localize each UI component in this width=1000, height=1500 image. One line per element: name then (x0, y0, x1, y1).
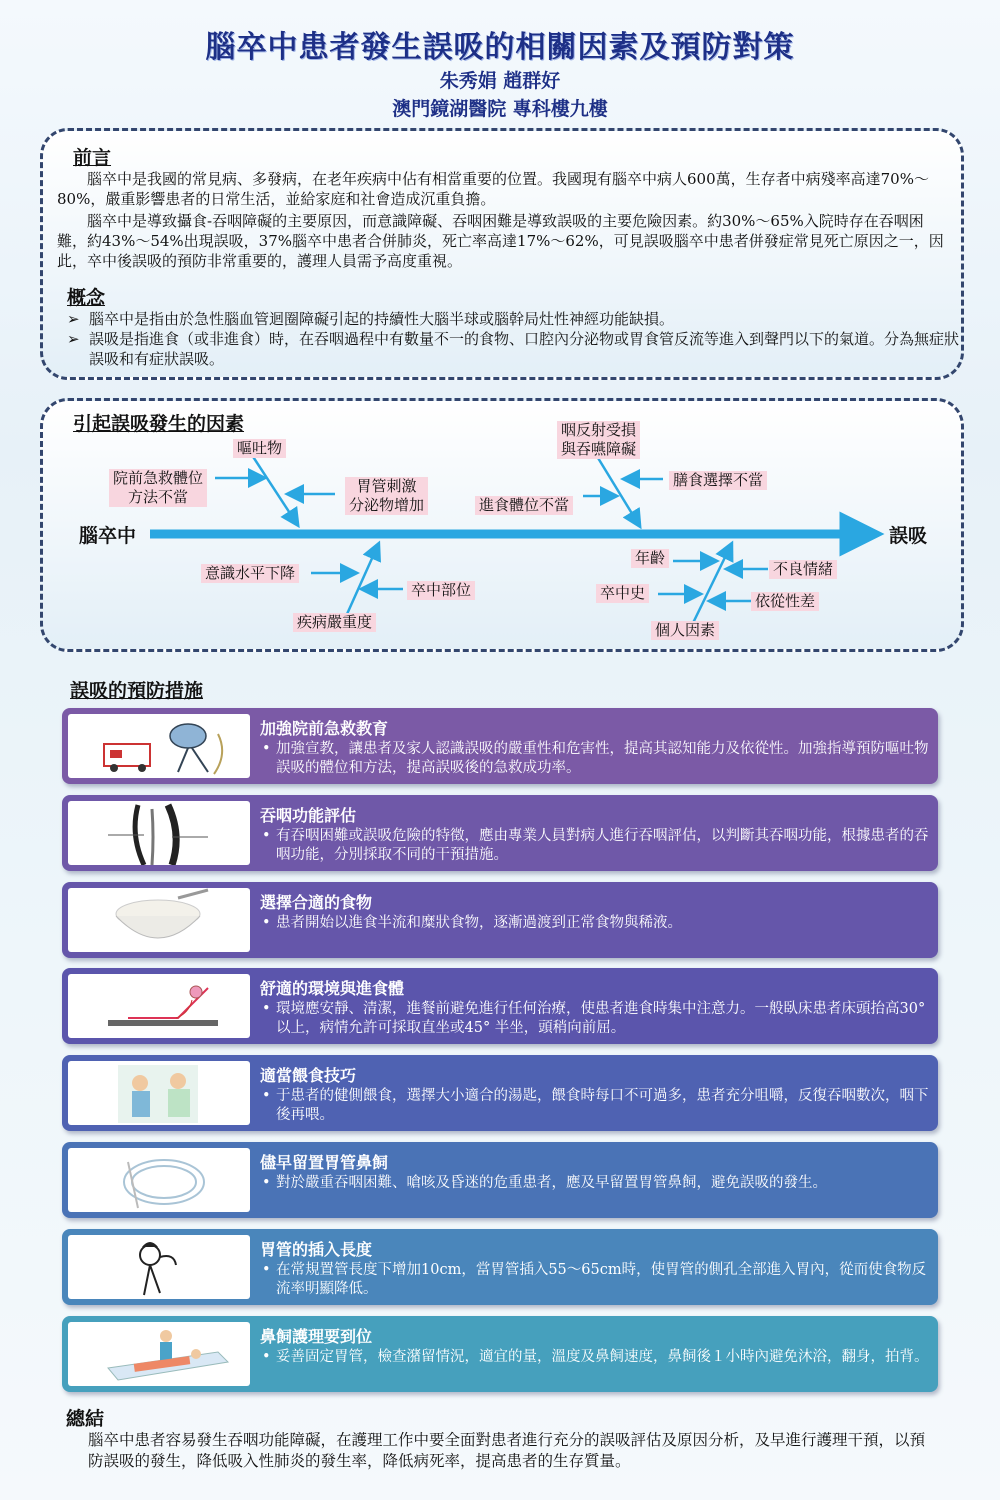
ambulance-illustration (68, 714, 250, 778)
factor-personal: 個人因素 (651, 621, 719, 640)
concept-heading: 概念 (67, 287, 106, 309)
fishbone-bone (248, 449, 297, 524)
intro-paragraph-2: 腦卒中是導致攝食-吞咽障礙的主要原因，而意識障礙、吞咽困難是導致誤吸的主要危險因素。約30%～65%入院時存在吞咽困難，約43%～54%出現誤吸，37%腦卒中患者合併肺炎，死亡率高達17%～62%，可見誤吸腦卒中患者併發症常見死亡原因之一，因此，卒中後誤吸的預防非常重要的，護理人員需予高度重視。 (57, 212, 944, 270)
bed-posture (68, 974, 250, 1038)
measures-heading: 誤吸的預防措施 (70, 680, 204, 702)
measure-title: 舒適的環境與進食體 (260, 979, 405, 998)
measure-title: 選擇合適的食物 (260, 893, 373, 912)
factor-severity: 疾病嚴重度 (293, 613, 376, 632)
bullet-dot-icon: • (262, 828, 271, 844)
bullet-dot-icon: • (262, 1088, 271, 1104)
measure-card (62, 1055, 938, 1131)
intro-paragraph-1: 腦卒中是我國的常見病、多發病，在老年疾病中佔有相當重要的位置。我國現有腦卒中病人600萬，生存者中病殘率高達70%～80%，嚴重影響患者的日常生活，並給家庭和社會造成沉重負擔。 (57, 170, 929, 208)
intro-panel (40, 128, 964, 380)
measure-text (260, 1087, 930, 1125)
measure-text (260, 740, 930, 778)
summary-text: 腦卒中患者容易發生吞咽功能障礙，在護理工作中要全面對患者進行充分的誤吸評估及原因分析，及早進行護理干預，以預防誤吸的發生，降低吸入性肺炎的發生率，降低病死率，提高患者的生存質量。 (88, 1431, 926, 1470)
factor-mood: 不良情緒 (769, 560, 837, 579)
concept-item-text: 腦卒中是指由於急性腦血管迴圈障礙引起的持續性大腦半球或腦幹局灶性神經功能缺損。 (89, 310, 675, 328)
arrow-bullet-icon: ➢ (67, 330, 80, 348)
factor-posture: 進食體位不當 (475, 496, 573, 515)
fishbone-start-label: 腦卒中 (79, 525, 137, 547)
bullet-dot-icon: • (262, 741, 271, 757)
measure-text-body: 環境應安靜、清潔，進餐前避免進行任何治療，使患者進食時集中注意力。一般臥床患者床頭抬高30° 以上，病情允許可採取直坐或45° 半坐，頭稍向前屈。 (276, 1001, 926, 1036)
measure-text-body: 在常規置管長度下增加10cm，當胃管插入55～65cm時，使胃管的側孔全部進入胃內，從而使食物反流率明顯降低。 (276, 1262, 927, 1297)
fishbone-bone (693, 545, 731, 623)
factor-vomit: 嘔吐物 (233, 439, 286, 458)
concept-item (67, 309, 959, 329)
tube-insertion (68, 1235, 250, 1299)
factor-site: 卒中部位 (407, 581, 475, 600)
measure-text (260, 914, 930, 933)
intro-heading: 前言 (73, 147, 112, 169)
measure-text-body: 有吞咽困難或誤吸危險的特徵，應由專業人員對病人進行吞咽評估，以判斷其吞咽功能，根據患者的吞咽功能，分別採取不同的干預措施。 (276, 828, 929, 863)
measure-card (62, 1229, 938, 1305)
feeding-photo (68, 1061, 250, 1125)
factors-panel (40, 398, 964, 652)
fishbone-bone (595, 453, 639, 525)
measure-title: 加強院前急救教育 (260, 719, 389, 738)
factor-reflex: 咽反射受損 與吞嚥障礙 (557, 421, 640, 459)
bullet-dot-icon: • (262, 1175, 271, 1191)
factor-age: 年齡 (631, 549, 669, 568)
factor-tube: 胃管刺激 分泌物增加 (345, 477, 428, 515)
factor-consciousness: 意識水平下降 (201, 564, 299, 583)
measure-text-body: 于患者的健側餵食，選擇大小適合的湯匙，餵食時每口不可過多，患者充分咀嚼，反復吞咽數次，咽下後再喂。 (276, 1088, 929, 1123)
factor-diet: 膳食選擇不當 (669, 471, 767, 490)
measure-card (62, 968, 938, 1044)
measure-text-body: 對於嚴重吞咽困難、嗆咳及昏迷的危重患者，應及早留置胃管鼻飼，避免誤吸的發生。 (276, 1175, 827, 1191)
bullet-dot-icon: • (262, 915, 271, 931)
measure-card (62, 1316, 938, 1392)
concept-item-text: 誤吸是指進食（或非進食）時，在吞咽過程中有數量不一的食物、口腔內分泌物或胃食管反流等進入到聲門以下的氣道。分為無症狀誤吸和有症狀誤吸。 (89, 330, 960, 368)
measure-text (260, 1174, 930, 1193)
concept-item (67, 329, 959, 369)
measure-card (62, 882, 938, 958)
factor-compliance: 依從性差 (751, 592, 819, 611)
measure-title: 適當餵食技巧 (260, 1066, 357, 1085)
fishbone-bone (343, 545, 378, 623)
measure-title: 儘早留置胃管鼻飼 (260, 1153, 389, 1172)
factor-history: 卒中史 (596, 584, 649, 603)
bullet-dot-icon: • (262, 1349, 271, 1365)
measure-text (260, 1261, 930, 1299)
measure-title: 胃管的插入長度 (260, 1240, 373, 1259)
throat-diagram (68, 801, 250, 865)
fishbone-end-label: 誤吸 (889, 525, 928, 547)
fishbone-diagram (43, 401, 961, 649)
measure-text-body: 妥善固定胃管，檢查潴留情況，適宜的量，溫度及鼻飼速度，鼻飼後１小時內避免沐浴，翻身，拍背。 (276, 1349, 929, 1365)
measure-text (260, 827, 930, 865)
authors: 朱秀娟 趙群好 (439, 70, 561, 92)
summary-heading: 總結 (66, 1408, 105, 1430)
measure-title: 鼻飼護理要到位 (260, 1327, 373, 1346)
measure-card (62, 1142, 938, 1218)
arrow-bullet-icon: ➢ (67, 310, 80, 328)
measure-text-body: 患者開始以進食半流和糜狀食物，逐漸過渡到正常食物與稀液。 (276, 915, 682, 931)
measure-card (62, 708, 938, 784)
measure-title: 吞咽功能評估 (260, 806, 357, 825)
poster-title: 腦卒中患者發生誤吸的相關因素及預防對策 (205, 30, 795, 65)
factors-heading: 引起誤吸發生的因素 (73, 413, 245, 435)
nursing-care (68, 1322, 250, 1386)
measure-text-body: 加強宣教，讓患者及家人認識誤吸的嚴重性和危害性，提高其認知能力及依從性。加強指導預防嘔吐物誤吸的體位和方法，提高誤吸後的急救成功率。 (276, 741, 929, 776)
gastric-tube (68, 1148, 250, 1212)
measure-card (62, 795, 938, 871)
measure-text (260, 1000, 930, 1038)
bullet-dot-icon: • (262, 1262, 271, 1278)
hospital-name: 澳門鏡湖醫院 專科樓九樓 (392, 98, 608, 120)
porridge-bowl (68, 888, 250, 952)
bullet-dot-icon: • (262, 1001, 271, 1017)
measure-text (260, 1348, 930, 1367)
factor-prehospital: 院前急救體位 方法不當 (109, 469, 207, 507)
